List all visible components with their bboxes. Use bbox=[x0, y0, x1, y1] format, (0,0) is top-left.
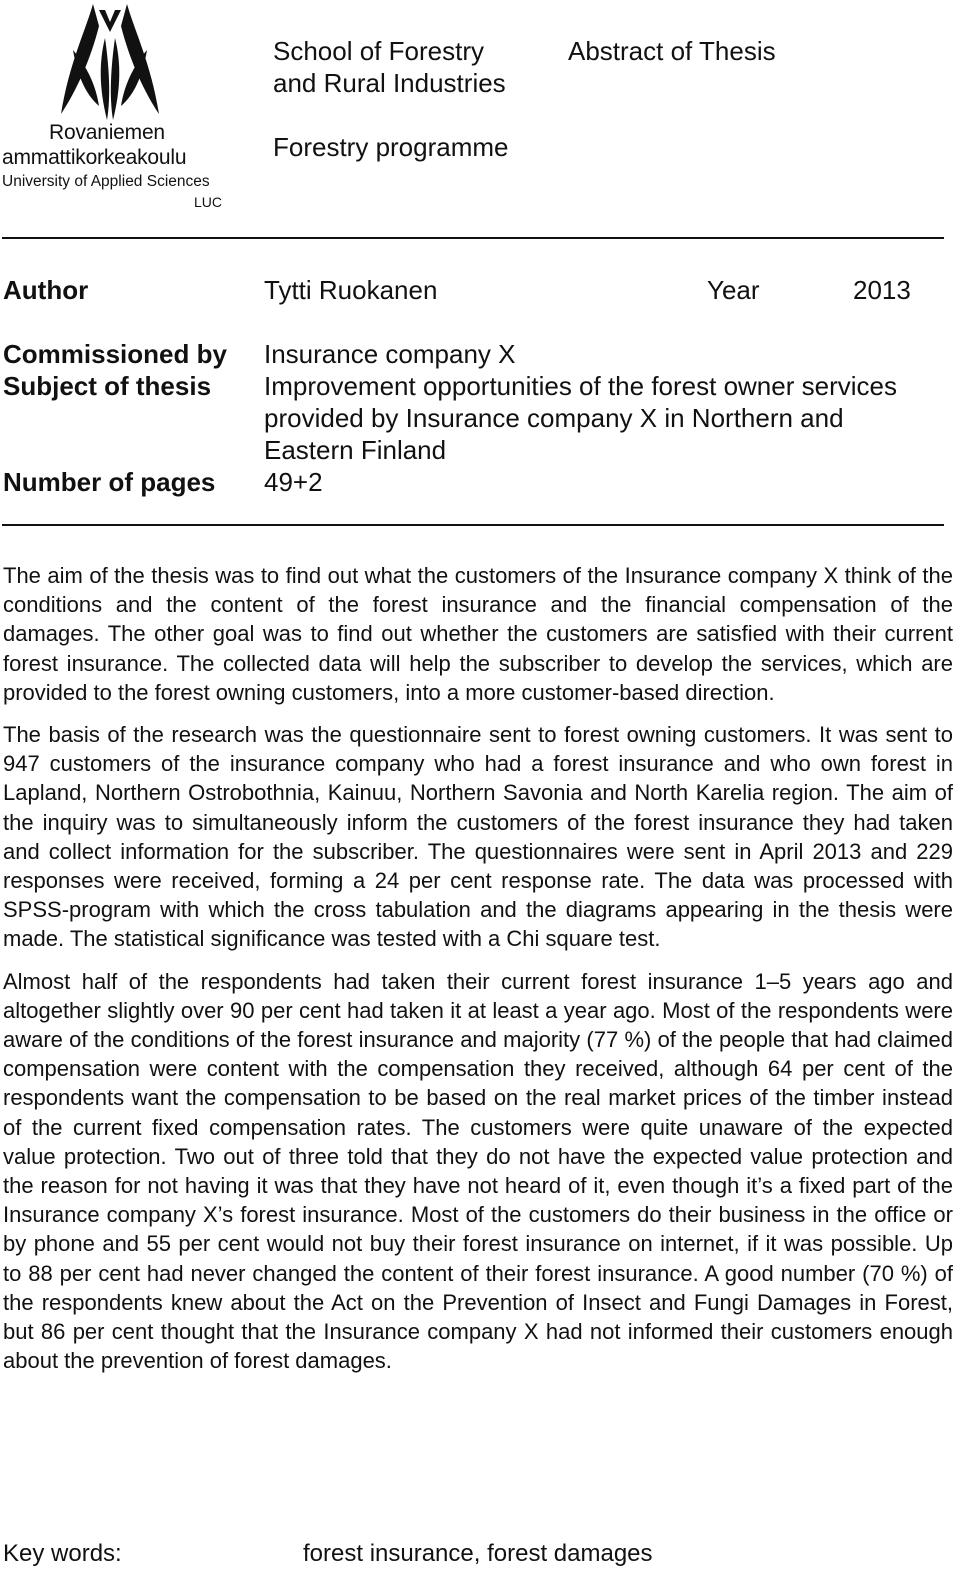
subject-label: Subject of thesis bbox=[3, 371, 212, 401]
author-label: Author bbox=[3, 275, 89, 305]
pages-label: Number of pages bbox=[3, 467, 216, 497]
university-logo bbox=[0, 0, 230, 215]
subject-value-line-1: Improvement opportunities of the forest owner services bbox=[264, 371, 897, 401]
year-label: Year bbox=[707, 275, 760, 305]
subject-value-line-2: provided by Insurance company X in Northern and bbox=[264, 403, 844, 433]
meta-divider bbox=[2, 524, 944, 526]
abstract-paragraph: The basis of the research was the questionnaire sent to forest owning customers. It was sent to 947 customers of the insurance company who had a forest insurance and who own forest in Lapland, Northern Ostrobothnia, Kainuu, Northern Savonia and North Karelia region. The aim of the inquiry was to simultaneously inform the customers of the forest insurance they had taken and collect information for the subscriber. The questionnaires were sent in April 2013 and 229 responses were received, forming a 24 per cent response rate. The data was processed with SPSS-program with which the cross tabulation and the diagrams appearing in the thesis were made. The statistical significance was tested with a Chi square test. bbox=[3, 722, 953, 952]
subject-value-line-3: Eastern Finland bbox=[264, 435, 447, 465]
programme-name: Forestry programme bbox=[273, 132, 509, 162]
commissioned-label: Commissioned by bbox=[3, 339, 227, 369]
author-value: Tytti Ruokanen bbox=[264, 275, 438, 305]
logo-line-4: LUC bbox=[194, 194, 223, 210]
header-divider bbox=[2, 237, 944, 239]
abstract-body bbox=[3, 561, 953, 1388]
abstract-paragraph: The aim of the thesis was to find out what the customers of the Insurance company X think of the conditions and the content of the forest insurance and the financial compensation of the damages. The other goal was to find out whether the customers are satisfied with their current forest insurance. The collected data will help the subscriber to develop the services, which are provided to the forest owning customers, into a more customer-based direction. bbox=[3, 563, 953, 705]
pages-value: 49+2 bbox=[264, 467, 323, 497]
logo-line-2: ammattikorkeakoulu bbox=[2, 146, 187, 169]
commissioned-value: Insurance company X bbox=[264, 339, 516, 369]
abstract-paragraph: Almost half of the respondents had taken their current forest insurance 1–5 years ago and altogether slightly over 90 per cent had taken it at least a year ago. Most of the respondents were aware of the conditions of the forest insurance and majority (77 %) of the people that had claimed compensation were content with the compensation they received, although 64 per cent of the respondents want the compensation to be based on the real market prices of the timber instead of the current fixed compensation rates. The customers were quite unaware of the expected value protection. Two out of three told that they do not have the expected value protection and the reason for not having it was that they have not heard of it, even though it’s a fixed part of the Insurance company X’s forest insurance. Most of the customers do their business in the office or by phone and 55 per cent would not buy their forest insurance on internet, if it was possible. Up to 88 per cent had never changed the content of their forest insurance. A good number (70 %) of the respondents knew about the Act on the Prevention of Insect and Fungi Damages in Forest, but 86 per cent thought that the Insurance company X had not informed their customers enough about the prevention of forest damages. bbox=[3, 968, 953, 1374]
school-name-line-1: School of Forestry bbox=[273, 36, 484, 66]
keywords-value: forest insurance, forest damages bbox=[303, 1540, 653, 1567]
logo-line-1: Rovaniemen bbox=[49, 121, 165, 144]
school-name-line-2: and Rural Industries bbox=[273, 68, 506, 98]
logo-line-3: University of Applied Sciences bbox=[2, 173, 210, 190]
year-value: 2013 bbox=[853, 275, 911, 305]
keywords-label: Key words: bbox=[3, 1540, 122, 1567]
document-type: Abstract of Thesis bbox=[568, 36, 776, 66]
logo-emblem-icon bbox=[55, 2, 165, 122]
